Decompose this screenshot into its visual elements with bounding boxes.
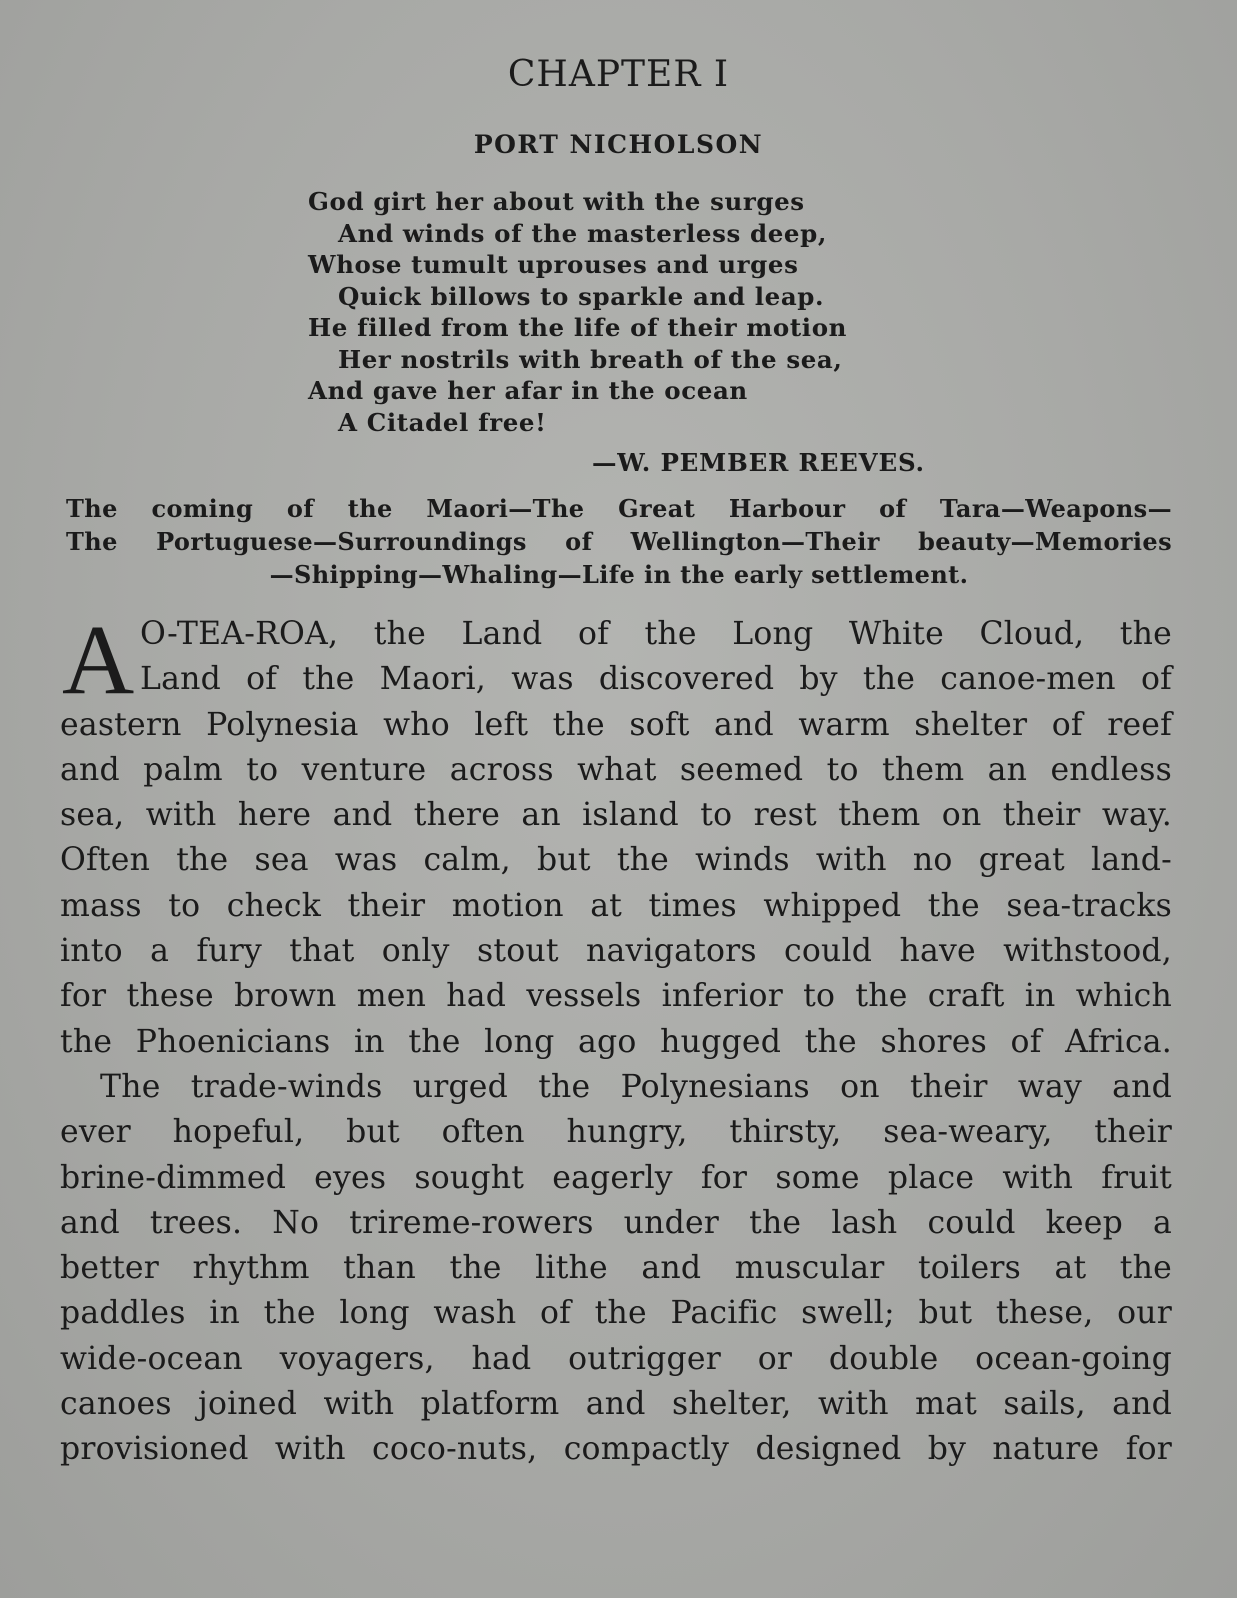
body-line: provisioned with coco-nuts, compactly designed by nature for — [60, 1431, 1172, 1468]
body-text — [60, 604, 1172, 1473]
body-line: ever hopeful, but often hungry, thirsty, sea-weary, their — [60, 1114, 1172, 1151]
body-line: wide-ocean voyagers, had outrigger or double ocean-going — [60, 1340, 1172, 1377]
poem-line: He filled from the life of their motion — [308, 313, 848, 342]
synopsis-line: The coming of the Maori—The Great Harbour of Tara—Weapons— — [66, 494, 1172, 523]
chapter-subtitle: PORT NICHOLSON — [473, 130, 764, 159]
poem-line: Whose tumult uprouses and urges — [308, 250, 799, 279]
synopsis-line: —Shipping—Whaling—Life in the early settlement. — [269, 560, 969, 589]
epigraph-attribution: —W. PEMBER REEVES. — [592, 448, 925, 477]
body-line: brine-dimmed eyes sought eagerly for some place with fruit — [60, 1159, 1172, 1196]
body-line: and trees. No trireme-rowers under the lash could keep a — [60, 1204, 1172, 1241]
dropcap-lines — [60, 604, 1172, 715]
poem-line: And gave her afar in the ocean — [308, 376, 748, 405]
body-line: Often the sea was calm, but the winds with no great land- — [60, 842, 1172, 879]
body-line: for these brown men had vessels inferior to the craft in which — [60, 978, 1172, 1015]
body-line: and palm to venture across what seemed to them an endless — [60, 751, 1172, 788]
poem-line: Her nostrils with breath of the sea, — [338, 344, 843, 374]
poem-line: God girt her about with the surges — [308, 187, 805, 216]
body-line: sea, with here and there an island to rest them on their way. — [60, 797, 1172, 834]
body-line: O-TEA-ROA, the Land of the Long White Cloud, the — [140, 616, 1172, 652]
body-line: into a fury that only stout navigators could have withstood, — [60, 933, 1172, 970]
synopsis-line: The Portuguese—Surroundings of Wellington—Their beauty—Memories — [66, 527, 1172, 556]
epigraph-poem — [308, 186, 928, 438]
body-line: better rhythm than the lithe and muscular toilers at the — [60, 1250, 1172, 1287]
body-line: Land of the Maori, was discovered by the canoe-men of — [140, 661, 1172, 698]
body-line: mass to check their motion at times whipped the sea-tracks — [60, 887, 1172, 924]
chapter-synopsis — [66, 492, 1172, 591]
body-line: eastern Polynesia who left the soft and warm shelter of reef — [60, 706, 1172, 743]
chapter-title: CHAPTER I — [507, 54, 730, 95]
body-line: The trade-winds urged the Polynesians on their way and — [100, 1068, 1172, 1105]
poem-line: And winds of the masterless deep, — [338, 218, 827, 248]
body-line: the Phoenicians in the long ago hugged the shores of Africa. — [60, 1023, 1172, 1060]
poem-line: A Citadel free! — [338, 407, 547, 437]
poem-line: Quick billows to sparkle and leap. — [338, 281, 825, 311]
drop-cap: A — [62, 604, 135, 715]
body-line: canoes joined with platform and shelter, with mat sails, and — [60, 1386, 1172, 1423]
body-line: paddles in the long wash of the Pacific swell; but these, our — [60, 1295, 1172, 1332]
